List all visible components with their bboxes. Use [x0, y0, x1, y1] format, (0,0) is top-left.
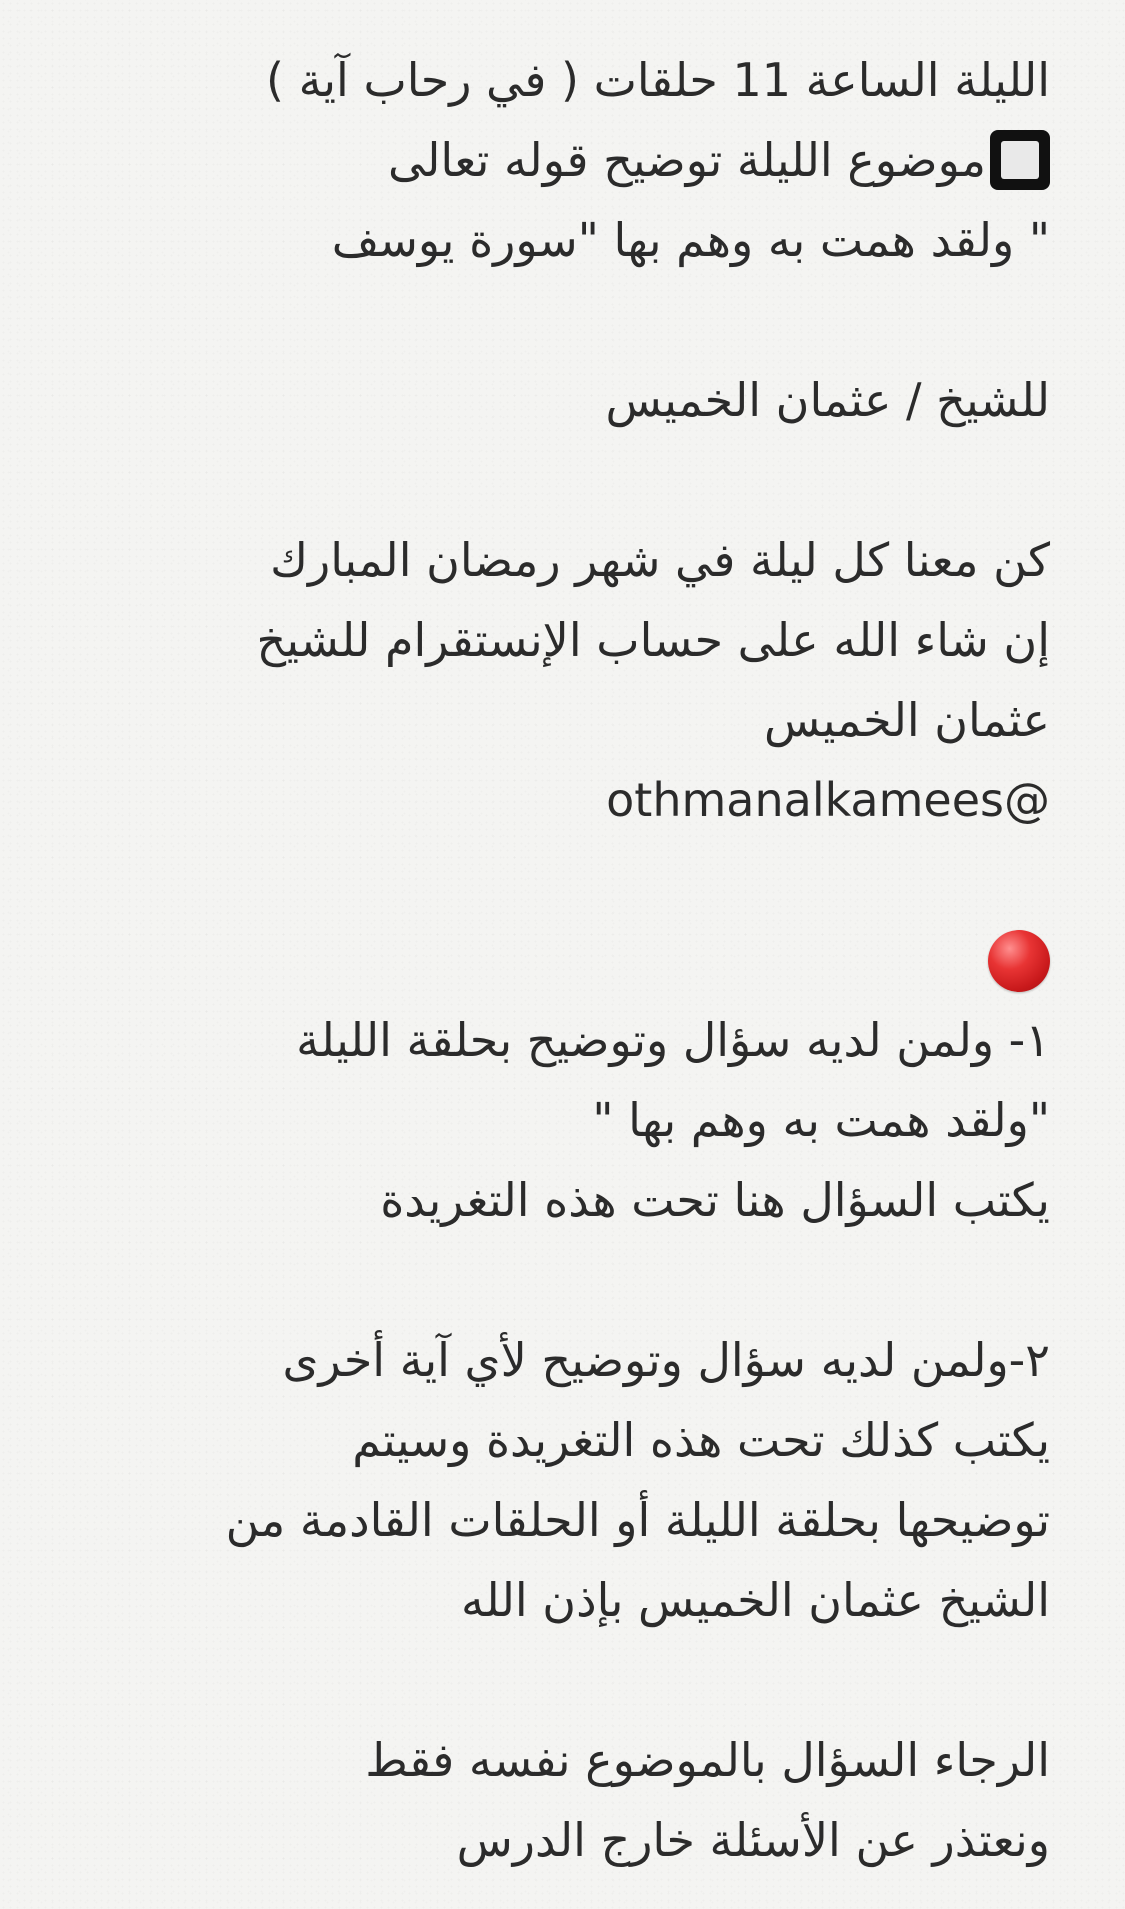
- instagram-handle[interactable]: othmanalkamees@: [606, 773, 1050, 827]
- note-body[interactable]: [70, 40, 1050, 1880]
- blank-line: [70, 280, 1050, 360]
- item1-line-2: "ولقد همت به وهم بها ": [592, 1093, 1050, 1147]
- verse-line: " ولقد همت به وهم بها "سورة يوسف: [331, 213, 1050, 267]
- blank-line: [70, 1640, 1050, 1720]
- blank-line: [70, 840, 1050, 920]
- topic-text: موضوع الليلة توضيح قوله تعالى: [388, 133, 986, 187]
- item2-line-2: يكتب كذلك تحت هذه التغريدة وسيتم: [352, 1413, 1050, 1467]
- sheikh-line: للشيخ / عثمان الخميس: [605, 373, 1050, 427]
- invite-line-3: عثمان الخميس: [764, 693, 1050, 747]
- item2-line-3: توضيحها بحلقة الليلة أو الحلقات القادمة من: [225, 1493, 1050, 1547]
- title-line: الليلة الساعة 11 حلقات ( في رحاب آية ): [266, 53, 1050, 107]
- item2-line-1: ٢-ولمن لديه سؤال وتوضيح لأي آية أخرى: [282, 1333, 1050, 1387]
- closing-line-2: ونعتذر عن الأسئلة خارج الدرس: [456, 1813, 1050, 1867]
- alert-line: [70, 920, 1050, 1000]
- item1-line-3: يكتب السؤال هنا تحت هذه التغريدة: [380, 1173, 1050, 1227]
- item2-line-4: الشيخ عثمان الخميس بإذن الله: [461, 1573, 1050, 1627]
- closing-line-1: الرجاء السؤال بالموضوع نفسه فقط: [365, 1733, 1050, 1787]
- invite-line-1: كن معنا كل ليلة في شهر رمضان المبارك: [270, 533, 1050, 587]
- blank-line: [70, 440, 1050, 520]
- topic-line: [70, 120, 1050, 200]
- black-square-button-icon: [990, 130, 1050, 190]
- red-circle-icon: [988, 930, 1050, 992]
- invite-line-2: إن شاء الله على حساب الإنستقرام للشيخ: [256, 613, 1050, 667]
- item1-line-1: ١- ولمن لديه سؤال وتوضيح بحلقة الليلة: [296, 1013, 1050, 1067]
- blank-line: [70, 1240, 1050, 1320]
- instagram-handle-line: [70, 760, 1050, 840]
